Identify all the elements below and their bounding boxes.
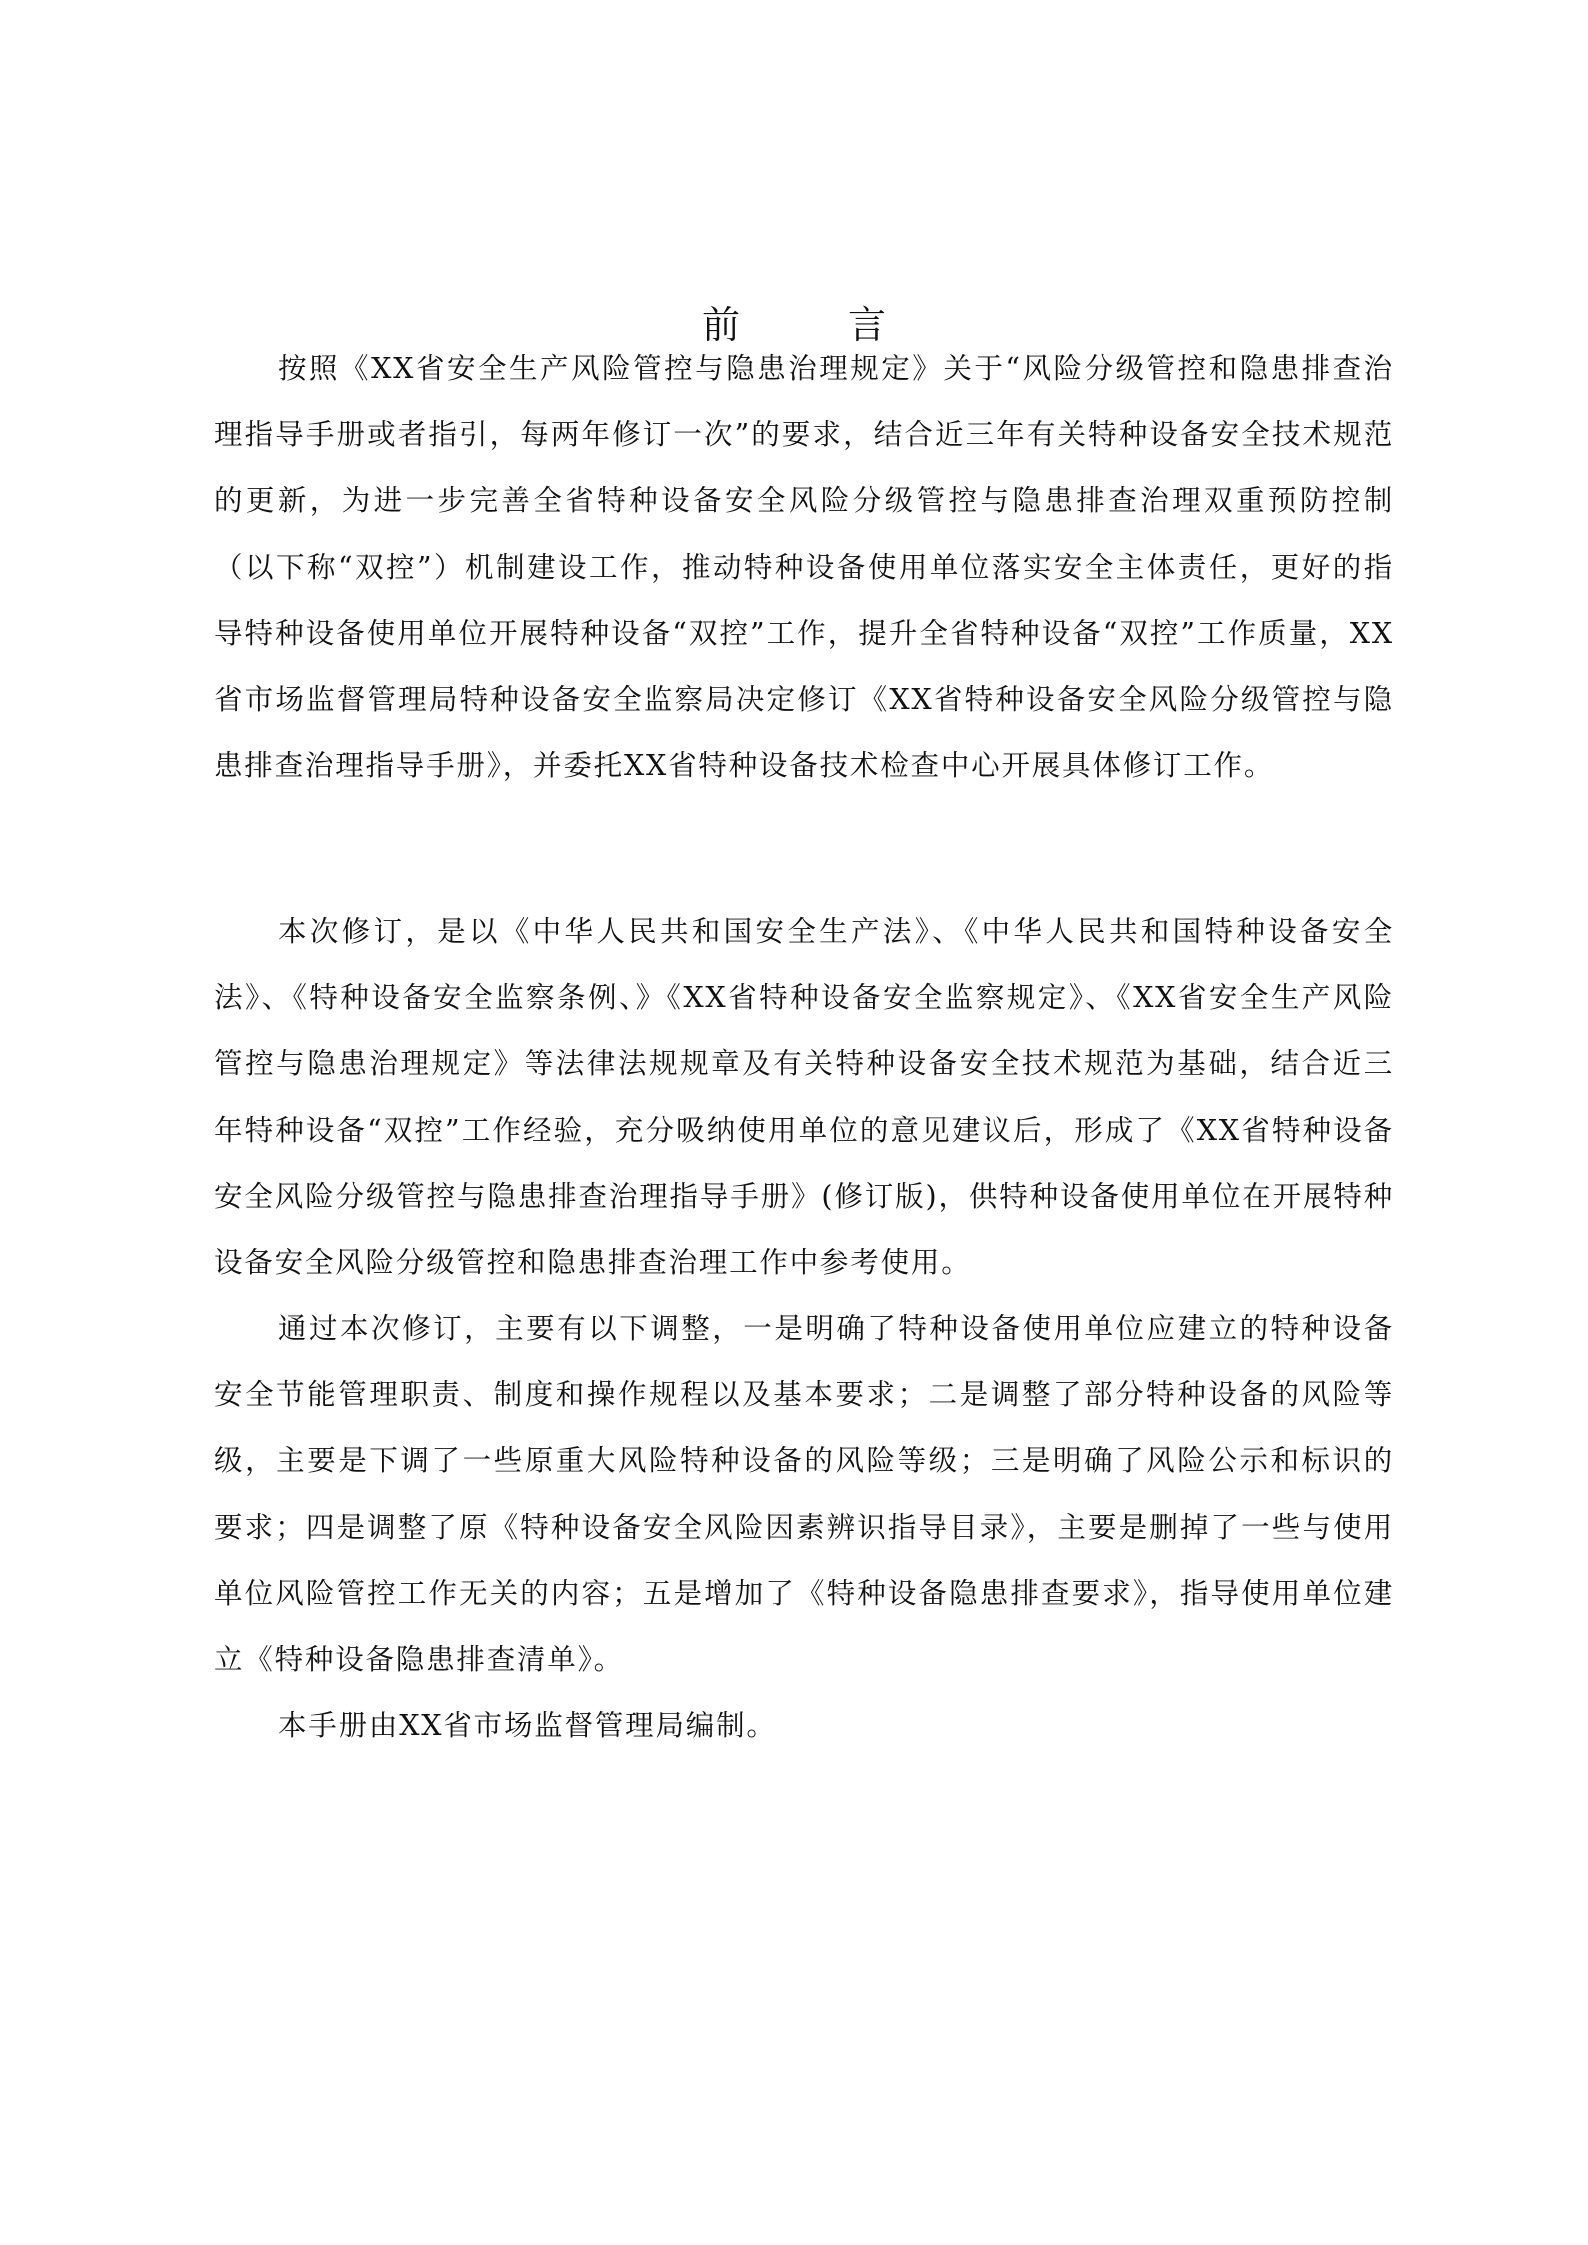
paragraph-revision-basis: 按照《XX省安全生产风险管控与隐患治理规定》关于“风险分级管控和隐患排查治理指导手册或者指引，每两年修订一次”的要求，结合近三年有关特种设备安全技术规范的更新，为进一步完善全省特种设备安全风险分级管控与隐患排查治理双重预防控制（以下称“双控”）机制建设工作，推动特种设备使用单位落实安全主体责任，更好的指导特种设备使用单位开展特种设备“双控”工作，提升全省特种设备“双控”工作质量，XX省市场监督管理局特种设备安全监察局决定修订《XX省特种设备安全风险分级管控与隐患排查治理指导手册》，并委托XX省特种设备技术检查中心开展具体修订工作。 — [214, 352, 1394, 783]
paragraph-revision-adjustments: 通过本次修订，主要有以下调整，一是明确了特种设备使用单位应建立的特种设备安全节能管理职责、制度和操作规程以及基本要求；二是调整了部分特种设备的风险等级，主要是下调了一些原重大风险特种设备的风险等级；三是明确了风险公示和标识的要求；四是调整了原《特种设备安全风险因素辨识指导目录》，主要是删掉了一些与使用单位风险管控工作无关的内容；五是增加了《特种设备隐患排查要求》，指导使用单位建立《特种设备隐患排查清单》。 — [214, 1312, 1394, 1677]
paragraph-revision-legal-basis: 本次修订，是以《中华人民共和国安全生产法》、《中华人民共和国特种设备安全法》、《特种设备安全监察条例、》《XX省特种设备安全监察规定》、《XX省安全生产风险管控与隐患治理规定》等法律法规规章及有关特种设备安全技术规范为基础，结合近三年特种设备“双控”工作经验，充分吸纳使用单位的意见建议后，形成了《XX省特种设备安全风险分级管控与隐患排查治理指导手册》(修订版)，供特种设备使用单位在开展特种设备安全风险分级管控和隐患排查治理工作中参考使用。 — [214, 915, 1394, 1280]
document-title: 前 言 — [701, 303, 935, 348]
paragraph-compiler: 本手册由XX省市场监督管理局编制。 — [278, 1709, 777, 1742]
